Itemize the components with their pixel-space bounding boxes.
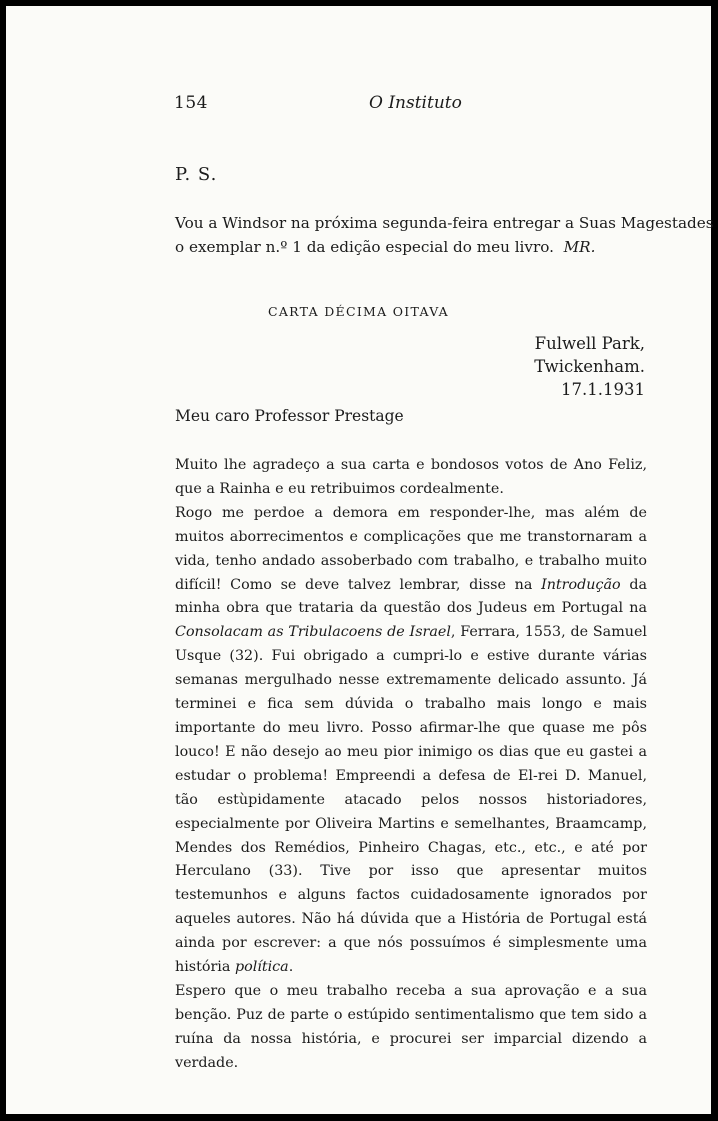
running-title: O Instituto xyxy=(369,93,462,113)
paragraph-2-italic-2: Consolacam as Tribulacoens de Israel xyxy=(175,624,451,641)
letter-body xyxy=(175,454,647,1076)
paragraph-2-part-3: , Ferrara, 1553, de Samuel Usque (32). Fui obrigado a cumpri-lo e estive durante várias semanas mergulhado nesse extremamente delicado assunto. Já terminei e fica sem dúvida o trabalho mais longo e mais importante do meu livro. Posso afirmar-lhe que quase me pôs louco! E não desejo ao meu pior inimigo os dias que eu gastei a estudar o problema! Empreendi a defesa de El-rei D. Manuel, tão estùpidamente atacado pelos nossos historiadores, especialmente por Oliveira Martins e semelhantes, Braamcamp, Mendes dos Remédios, Pinheiro Chagas, etc., etc., e até por Herculano (33). Tive por isso que apresentar muitos testemunhos e alguns factos cuidadosamente ignorados por aqueles autores. Não há dúvida que a História de Portugal está ainda por escrever: a que nós possuímos é simplesmente uma história xyxy=(175,624,647,976)
postscript-label: P. S. xyxy=(175,164,218,185)
paragraph-2-italic-1: Introdução xyxy=(541,576,621,593)
paragraph-1: Muito lhe agradeço a sua carta e bondosos votos de Ano Feliz, que a Rainha e eu retribuimos cordealmente. xyxy=(175,457,647,497)
paragraph-2 xyxy=(175,502,647,980)
postscript-initials: MR. xyxy=(563,238,596,256)
salutation: Meu caro Professor Prestage xyxy=(175,407,404,425)
document-page xyxy=(6,6,714,1114)
postscript-line-2 xyxy=(175,235,714,259)
letter-heading: CARTA DÉCIMA OITAVA xyxy=(267,304,450,319)
paragraph-3: Espero que o meu trabalho receba a sua aprovação e a sua benção. Puz de parte o estúpido sentimentalismo que tem sido a ruína da nossa história, e procurei ser imparcial dizendo a verdade. xyxy=(175,982,647,1071)
postscript-line-1: Vou a Windsor na próxima segunda-feira entregar a Suas Magestades xyxy=(175,214,714,232)
paragraph-2-italic-3: política xyxy=(234,959,289,976)
postscript-line-2-text: o exemplar n.º 1 da edição especial do meu livro. xyxy=(175,238,554,256)
letter-address xyxy=(534,332,645,401)
address-line-1: Fulwell Park, xyxy=(534,334,645,353)
paragraph-2-part-2: da minha obra que trataria da questão dos Judeus em Portugal na xyxy=(175,576,647,617)
paragraph-2-part-4: . xyxy=(288,959,294,976)
address-line-2: Twickenham. xyxy=(534,357,645,376)
postscript-text xyxy=(175,211,714,259)
paragraph-2-part-1: Rogo me perdoe a demora em responder-lhe, mas além de muitos aborrecimentos e complicações que me transtornaram a vida, tenho andado assoberbado com trabalho, e trabalho muito difícil! Como se deve talvez lembrar, disse na xyxy=(175,504,647,593)
page-number: 154 xyxy=(174,93,208,113)
letter-date: 17.1.1931 xyxy=(561,380,645,399)
